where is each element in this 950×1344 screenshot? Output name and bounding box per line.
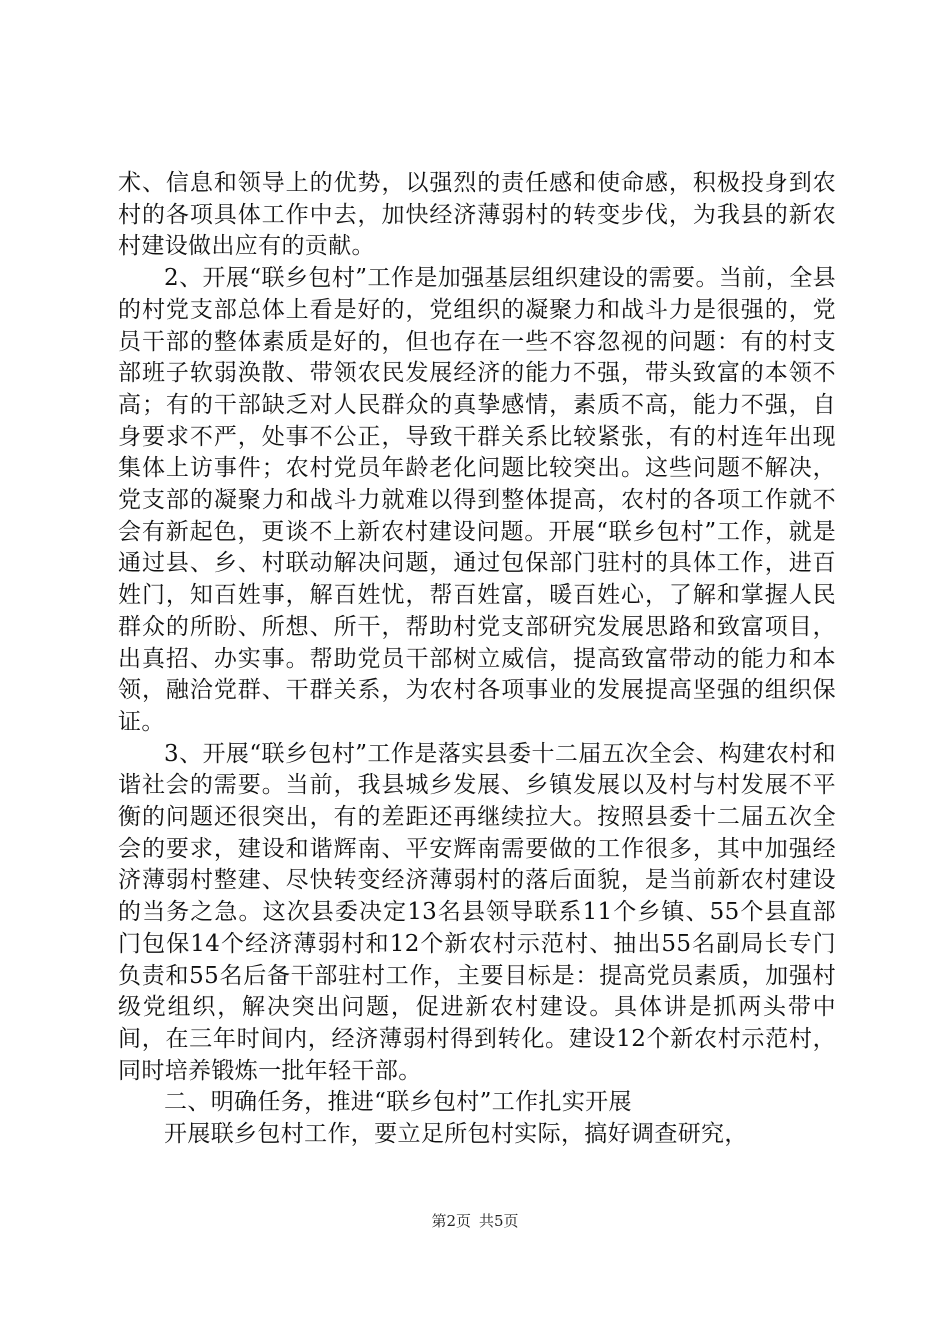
page-number: 第2页 (431, 1212, 471, 1230)
paragraph-section-2-intro: 开展联乡包村工作，要立足所包村实际，搞好调查研究， (164, 1121, 748, 1148)
page-total: 共5页 (479, 1212, 519, 1230)
document-body (118, 168, 836, 1151)
page-footer (0, 1211, 950, 1231)
paragraph-point-3: 3、开展“联乡包村”工作是落实县委十二届五次全会、构建农村和谐社会的需要。当前，我县城乡发展、乡镇发展以及村与村发展不平衡的问题还很突出，有的差距还再继续拉大。按照县委十二届五次全会的要求，建设和谐辉南、平安辉南需要做的工作很多，其中加强经济薄弱村整建、尽快转变经济薄弱村的落后面貌，是当前新农村建设的当务之急。这次县委决定13名县领导联系11个乡镇、55个县直部门包保14个经济薄弱村和12个新农村示范村、抽出55名副局长专门负责和55名后备干部驻村工作，主要目标是：提高党员素质，加强村级党组织，解决突出问题，促进新农村建设。具体讲是抓两头带中间，在三年时间内，经济薄弱村得到转化。建设12个新农村示范村，同时培养锻炼一批年轻干部。 (118, 740, 836, 1084)
paragraph-point-2: 2、开展“联乡包村”工作是加强基层组织建设的需要。当前，全县的村党支部总体上看是好的，党组织的凝聚力和战斗力是很强的，党员干部的整体素质是好的，但也存在一些不容忽视的问题：有的村支部班子软弱涣散、带领农民发展经济的能力不强，带头致富的本领不高；有的干部缺乏对人民群众的真挚感情，素质不高，能力不强，自身要求不严，处事不公正，导致干群关系比较紧张，有的村连年出现集体上访事件；农村党员年龄老化问题比较突出。这些问题不解决，党支部的凝聚力和战斗力就难以得到整体提高，农村的各项工作就不会有新起色，更谈不上新农村建设问题。开展“联乡包村”工作，就是通过县、乡、村联动解决问题，通过包保部门驻村的具体工作，进百姓门，知百姓事，解百姓忧，帮百姓富，暖百姓心，了解和掌握人民群众的所盼、所想、所干，帮助村党支部研究发展思路和致富项目，出真招、办实事。帮助党员干部树立威信，提高致富带动的能力和本领，融洽党群、干群关系，为农村各项事业的发展提高坚强的组织保证。 (118, 265, 836, 735)
paragraph-continuation: 术、信息和领导上的优势，以强烈的责任感和使命感，积极投身到农村的各项具体工作中去，加快经济薄弱村的转变步伐，为我县的新农村建设做出应有的贡献。 (118, 170, 836, 260)
section-heading-2: 二、明确任务，推进“联乡包村”工作扎实开展 (164, 1089, 632, 1116)
